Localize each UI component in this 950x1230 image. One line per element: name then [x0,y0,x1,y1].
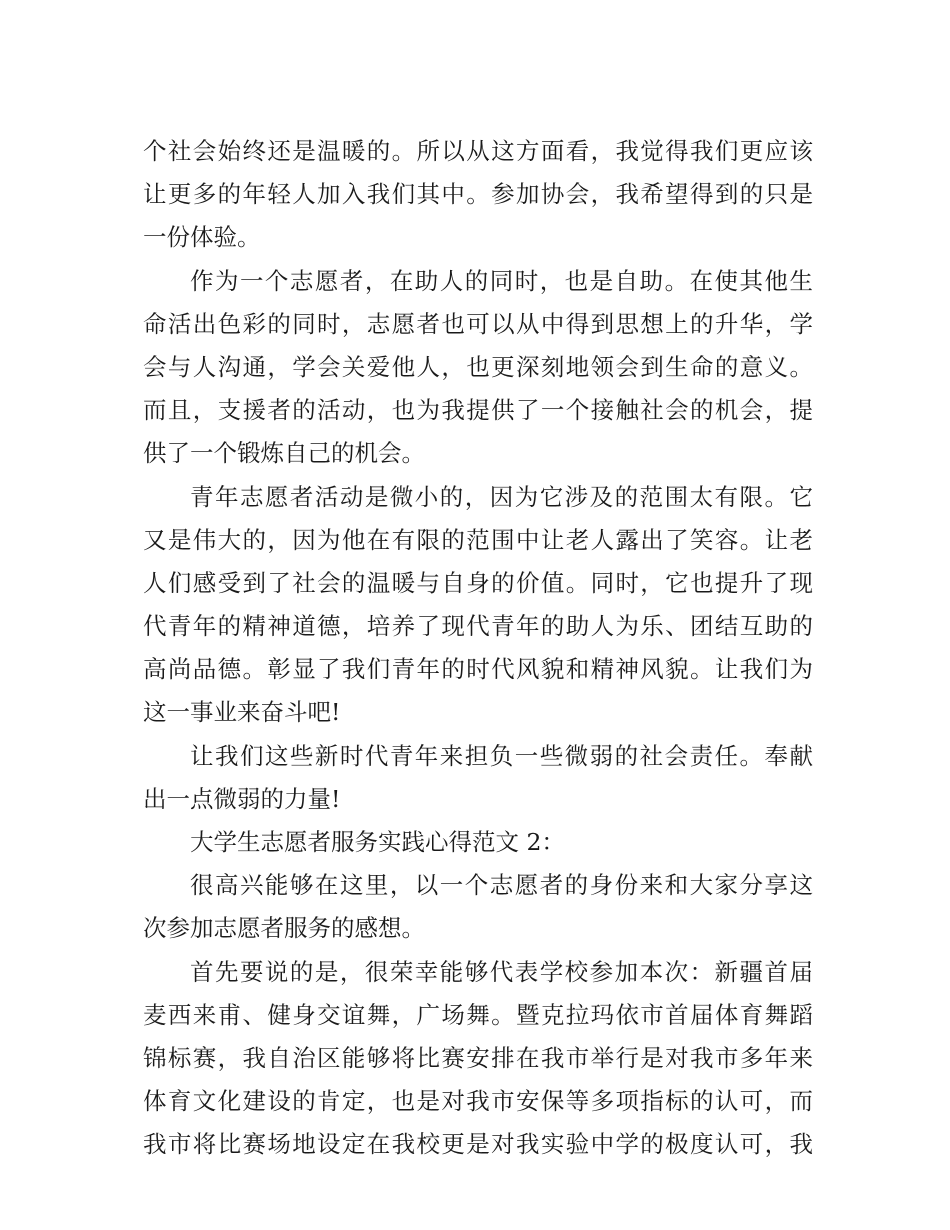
paragraph-first-line: 让我们这些新时代青年来担负一些微弱的社会责任。奉献 [190,741,813,770]
text-line: 出一点微弱的力量! [143,784,341,813]
section-heading: 大学生志愿者服务实践心得范文 2： [190,828,565,856]
text-line: 锦标赛，我自治区能够将比赛安排在我市举行是对我市多年来 [143,1043,813,1072]
text-line: 代青年的精神道德，培养了现代青年的助人为乐、团结互助的 [143,612,813,641]
paragraph-first-line: 首先要说的是，很荣幸能够代表学校参加本次：新疆首届 [190,957,813,986]
paragraph-first-line: 很高兴能够在这里，以一个志愿者的身份来和大家分享这 [190,871,813,900]
text-line: 供了一个锻炼自己的机会。 [143,439,425,468]
text-line: 我市将比赛场地设定在我校更是对我实验中学的极度认可，我 [143,1130,813,1159]
document-body [143,130,813,1167]
text-line: 一份体验。 [143,223,261,252]
paragraph-first-line: 青年志愿者活动是微小的，因为它涉及的范围太有限。它 [190,482,813,511]
paragraph-first-line: 作为一个志愿者，在助人的同时，也是自助。在使其他生 [190,266,813,295]
text-line: 会与人沟通，学会关爱他人，也更深刻地领会到生命的意义。 [143,352,813,381]
text-line: 又是伟大的，因为他在有限的范围中让老人露出了笑容。让老 [143,525,813,554]
text-line: 人们感受到了社会的温暖与自身的价值。同时，它也提升了现 [143,568,813,597]
text-line: 这一事业来奋斗吧! [143,698,341,727]
text-line: 命活出色彩的同时，志愿者也可以从中得到思想上的升华，学 [143,309,813,338]
text-line: 体育文化建设的肯定，也是对我市安保等多项指标的认可，而 [143,1087,813,1116]
text-line: 麦西来甫、健身交谊舞，广场舞。暨克拉玛依市首届体育舞蹈 [143,1000,813,1029]
text-line: 次参加志愿者服务的感想。 [143,914,425,943]
text-line: 个社会始终还是温暖的。所以从这方面看，我觉得我们更应该 [143,137,813,165]
text-line: 高尚品德。彰显了我们青年的时代风貌和精神风貌。让我们为 [143,655,813,684]
text-line: 让更多的年轻人加入我们其中。参加协会，我希望得到的只是 [143,180,813,209]
text-line: 而且，支援者的活动，也为我提供了一个接触社会的机会，提 [143,396,813,425]
